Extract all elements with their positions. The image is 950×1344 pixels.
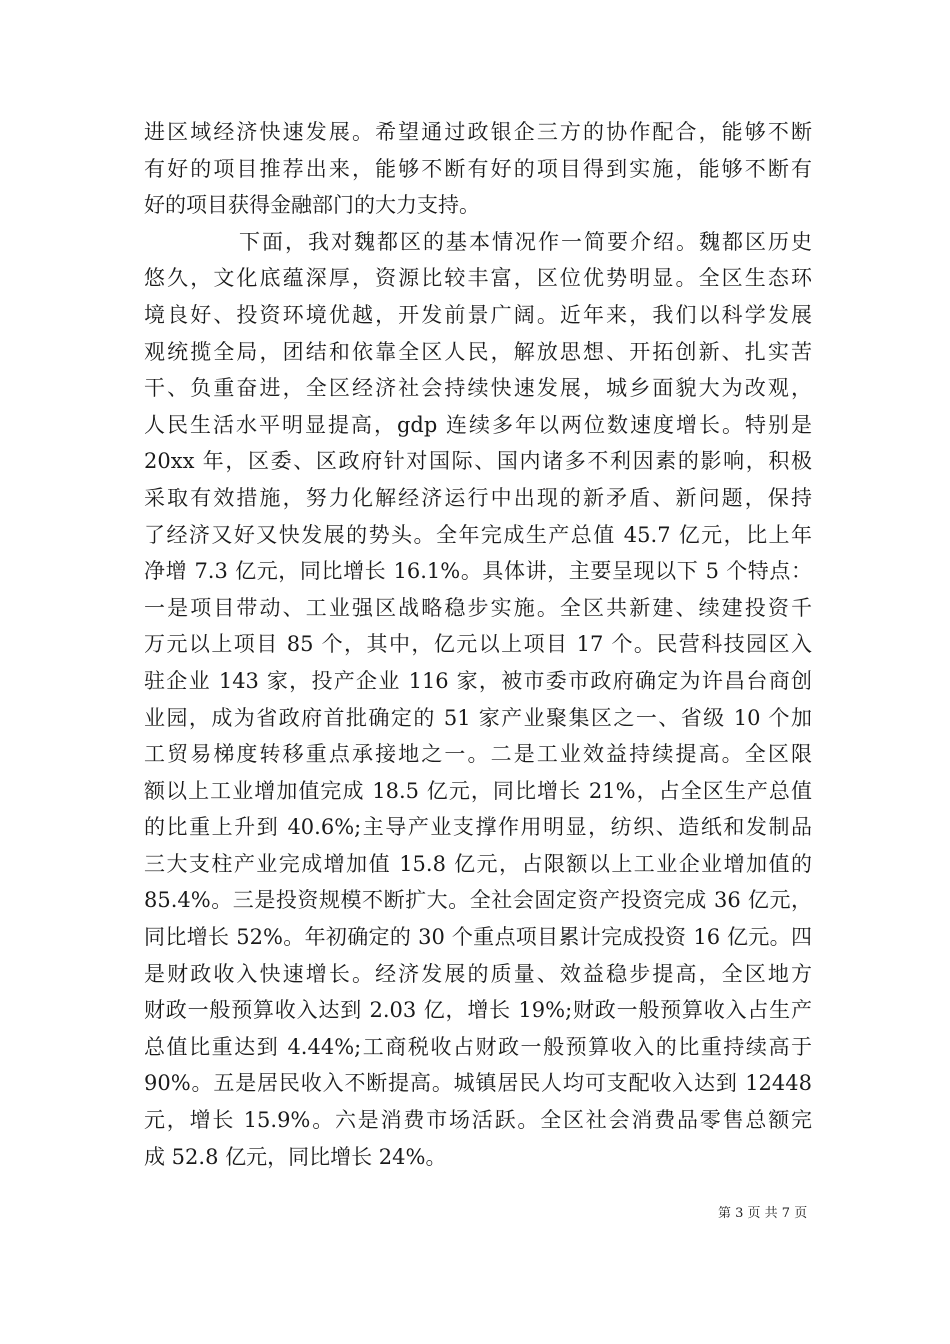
- text-line: 85.4%。三是投资规模不断扩大。全社会固定资产投资完成 36 亿元，: [144, 888, 812, 913]
- text-line: 了经济又好又快发展的势头。全年完成生产总值 45.7 亿元，比上年: [144, 522, 812, 547]
- text-line: 额以上工业增加值完成 18.5 亿元，同比增长 21%，占全区生产总值: [144, 778, 812, 803]
- paragraph-1: [144, 114, 812, 224]
- paragraph-2: [144, 224, 812, 1175]
- text-line: 成 52.8 亿元，同比增长 24%。: [144, 1144, 447, 1169]
- text-line: 20xx 年，区委、区政府针对国际、国内诸多不利因素的影响，积极: [144, 449, 812, 474]
- text-line: 悠久，文化底蕴深厚，资源比较丰富，区位优势明显。全区生态环: [144, 266, 812, 291]
- text-line: 工贸易梯度转移重点承接地之一。二是工业效益持续提高。全区限: [144, 742, 812, 767]
- text-line: 净增 7.3 亿元，同比增长 16.1%。具体讲，主要呈现以下 5 个特点：: [144, 559, 812, 584]
- text-line: 驻企业 143 家，投产企业 116 家，被市委市政府确定为许昌台商创: [144, 668, 812, 693]
- text-line: 进区域经济快速发展。希望通过政银企三方的协作配合，能够不断: [144, 120, 812, 144]
- text-line: 境良好、投资环境优越，开发前景广阔。近年来，我们以科学发展: [144, 302, 812, 327]
- text-line: 的比重上升到 40.6%;主导产业支撑作用明显，纺织、造纸和发制品: [144, 815, 812, 840]
- text-line: 三大支柱产业完成增加值 15.8 亿元，占限额以上工业企业增加值的: [144, 851, 812, 876]
- text-line: 万元以上项目 85 个，其中，亿元以上项目 17 个。民营科技园区入: [144, 632, 812, 657]
- text-line: 业园，成为省政府首批确定的 51 家产业聚集区之一、省级 10 个加: [144, 705, 812, 730]
- text-line: 采取有效措施，努力化解经济运行中出现的新矛盾、新问题，保持: [144, 485, 812, 510]
- text-line: 干、负重奋进，全区经济社会持续快速发展，城乡面貌大为改观，: [144, 376, 812, 401]
- page-number-footer: 第 3 页 共 7 页: [718, 1206, 808, 1221]
- text-line: 下面，我对魏都区的基本情况作一简要介绍。魏都区历史: [239, 229, 812, 254]
- text-line: 一是项目带动、工业强区战略稳步实施。全区共新建、续建投资千: [144, 595, 812, 620]
- text-line: 90%。五是居民收入不断提高。城镇居民人均可支配收入达到 12448: [144, 1071, 812, 1096]
- text-line: 好的项目获得金融部门的大力支持。: [144, 193, 480, 218]
- text-line: 元，增长 15.9%。六是消费市场活跃。全区社会消费品零售总额完: [144, 1108, 812, 1133]
- text-line: 总值比重达到 4.44%;工商税收占财政一般预算收入的比重持续高于: [144, 1034, 812, 1059]
- text-line: 同比增长 52%。年初确定的 30 个重点项目累计完成投资 16 亿元。四: [144, 925, 812, 950]
- text-line: 有好的项目推荐出来，能够不断有好的项目得到实施，能够不断有: [144, 156, 812, 181]
- text-line: 财政一般预算收入达到 2.03 亿，增长 19%;财政一般预算收入占生产: [144, 998, 812, 1023]
- text-line: 是财政收入快速增长。经济发展的质量、效益稳步提高，全区地方: [144, 961, 812, 986]
- text-line: 观统揽全局，团结和依靠全区人民，解放思想、开拓创新、扎实苦: [144, 339, 812, 364]
- body-text: [144, 114, 812, 1175]
- text-line: 人民生活水平明显提高，gdp 连续多年以两位数速度增长。特别是: [144, 412, 812, 437]
